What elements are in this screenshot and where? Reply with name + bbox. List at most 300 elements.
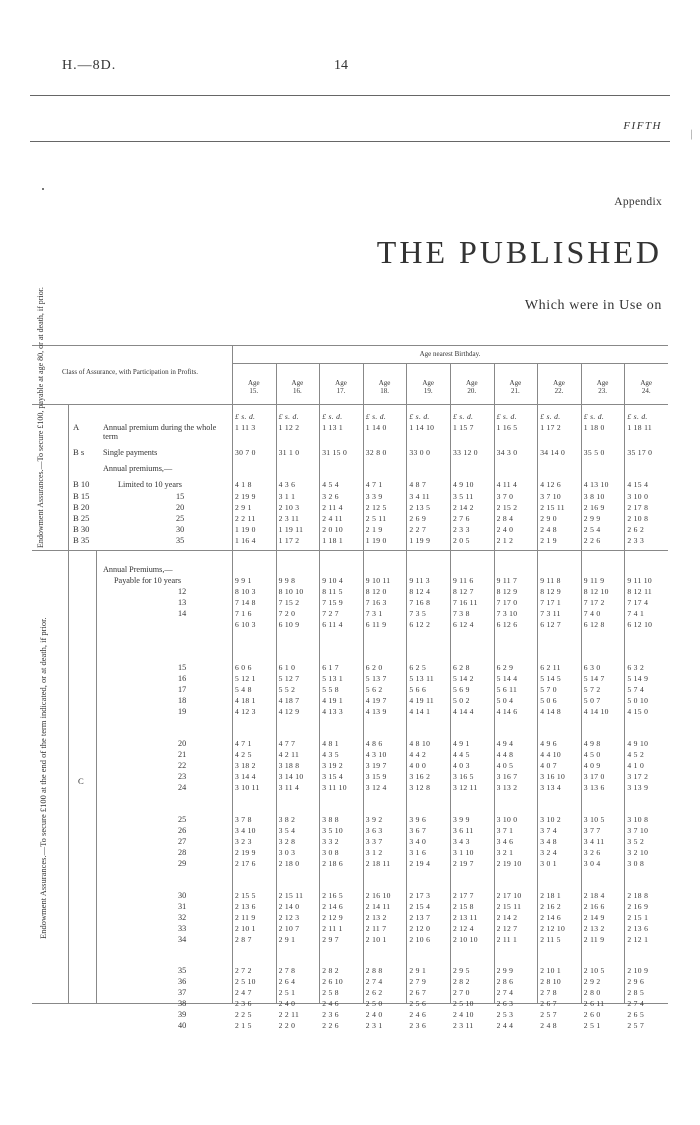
premium-value: 7 16 3 (365, 598, 387, 607)
premium-value: 34 3 0 (496, 448, 518, 457)
premium-value: 8 12 11 (627, 587, 652, 596)
premium-value: 3 14 4 (235, 772, 256, 781)
premium-value: 2 3 11 (278, 514, 300, 523)
premium-value: 2 12 0 (409, 924, 431, 933)
premium-value: 1 17 2 (278, 536, 300, 545)
premium-value: 3 11 10 (322, 783, 347, 792)
row-label: 30 (178, 891, 187, 900)
premium-value: 7 16 11 (453, 598, 478, 607)
premium-value: 2 15 4 (409, 902, 431, 911)
age-column-rule (363, 363, 364, 1003)
row-label: 24 (178, 783, 187, 792)
premium-value: 2 17 8 (627, 503, 649, 512)
premium-value: 7 14 8 (235, 598, 256, 607)
premium-value: 3 2 1 (496, 848, 514, 857)
premium-value: 2 19 7 (453, 859, 474, 868)
premium-value: 2 17 3 (409, 891, 431, 900)
row-label: 23 (178, 772, 187, 781)
premium-value: 2 11 9 (583, 935, 605, 944)
premium-value: 4 7 7 (278, 739, 296, 748)
premium-value: 2 8 4 (496, 514, 514, 523)
premium-value: 2 6 9 (409, 514, 427, 523)
lsd-heading: £ s. d. (322, 412, 343, 421)
age-column-header (537, 379, 581, 395)
premium-value: 3 2 6 (322, 492, 339, 501)
premium-value: 2 10 6 (409, 935, 431, 944)
premium-value: 2 14 0 (278, 902, 300, 911)
row-label: Limited to 10 years (118, 480, 182, 489)
appendix-label: Appendix (614, 196, 662, 208)
row-label: 12 (178, 587, 187, 596)
premium-value: 2 18 6 (322, 859, 343, 868)
premium-value: 2 13 11 (453, 913, 478, 922)
age-number: 16. (293, 387, 302, 395)
premium-value: 3 4 8 (540, 837, 557, 846)
premium-value: 3 13 2 (496, 783, 518, 792)
premium-value: 4 9 6 (540, 739, 557, 748)
premium-value: 4 8 1 (322, 739, 339, 748)
premium-value: 3 15 9 (365, 772, 387, 781)
premium-value: 4 5 4 (322, 480, 339, 489)
premium-value: 2 9 5 (453, 966, 470, 975)
premium-value: 4 12 6 (540, 480, 561, 489)
premium-value: 3 2 3 (235, 837, 252, 846)
premium-value: 3 0 8 (322, 848, 339, 857)
premium-value: 8 12 7 (453, 587, 474, 596)
premium-value: 2 2 11 (278, 1010, 300, 1019)
premium-value: 2 6 4 (278, 977, 296, 986)
premium-value: 3 1 6 (409, 848, 427, 857)
row-label: 17 (178, 685, 187, 694)
premium-value: 2 6 7 (540, 999, 557, 1008)
premium-value: 9 11 8 (540, 576, 561, 585)
premium-value: 2 5 4 (583, 525, 601, 534)
premium-value: 2 5 0 (365, 999, 383, 1008)
premium-value: 2 4 8 (540, 525, 557, 534)
premium-value: 35 5 0 (583, 448, 605, 457)
age-column-rule (581, 363, 582, 1003)
premium-value: 4 0 3 (453, 761, 470, 770)
premium-value: 1 19 11 (278, 525, 304, 534)
premium-value: 2 17 10 (496, 891, 522, 900)
premium-value: 7 17 0 (496, 598, 518, 607)
premium-value: 8 10 10 (278, 587, 304, 596)
side-column-rule (68, 404, 69, 1003)
age-column-header (624, 379, 668, 395)
age-word: Age (422, 379, 435, 387)
premium-value: 2 15 2 (496, 503, 518, 512)
premium-value: 5 0 4 (496, 696, 514, 705)
class-code: A (73, 422, 80, 432)
premium-value: 9 11 3 (409, 576, 430, 585)
premium-value: 3 8 2 (278, 815, 296, 824)
age-column-rule (624, 363, 625, 1003)
age-column-header (319, 379, 363, 395)
section-label: FIFTH (623, 120, 662, 132)
premium-value: 6 10 9 (278, 620, 300, 629)
premium-value: 3 13 4 (540, 783, 561, 792)
premium-value: 5 6 9 (453, 685, 470, 694)
premium-value: 3 18 8 (278, 761, 300, 770)
premium-value: 2 15 11 (278, 891, 304, 900)
premium-value: 2 6 0 (583, 1010, 601, 1019)
premium-value: 2 16 6 (583, 902, 605, 911)
premium-value: 7 16 8 (409, 598, 431, 607)
premium-value: 2 10 8 (627, 514, 649, 523)
premium-value: 6 1 0 (278, 663, 296, 672)
premium-value: 2 7 8 (278, 966, 296, 975)
annual-premiums-heading: Annual Premiums,— (103, 565, 173, 574)
premium-value: 5 14 2 (453, 674, 474, 683)
premium-value: 7 3 10 (496, 609, 518, 618)
premium-value: 3 5 2 (627, 837, 645, 846)
running-header-left: H.—8D. (62, 58, 117, 73)
premium-value: 2 9 6 (627, 977, 645, 986)
premium-value: 2 9 2 (583, 977, 601, 986)
age-word: Age (553, 379, 565, 387)
premium-value: 4 15 0 (627, 707, 649, 716)
premium-value: 2 18 0 (278, 859, 300, 868)
age-word: Age (291, 379, 304, 387)
premium-value: 6 10 3 (235, 620, 256, 629)
row-label: 19 (178, 707, 187, 716)
premium-value: 2 13 2 (365, 913, 387, 922)
premium-value: 8 12 4 (409, 587, 431, 596)
premium-value: 3 4 3 (453, 837, 470, 846)
premium-value: 3 17 2 (627, 772, 649, 781)
premium-value: 6 11 9 (365, 620, 387, 629)
premium-value: 2 11 9 (235, 913, 256, 922)
premium-value: 1 14 10 (409, 423, 435, 432)
premium-value: 2 16 2 (540, 902, 561, 911)
premium-value: 2 9 1 (409, 966, 427, 975)
class-code: B s (73, 447, 85, 457)
payable-label: Payable for 10 years (114, 576, 182, 585)
premium-value: 3 17 0 (583, 772, 605, 781)
premium-value: 2 19 9 (235, 848, 256, 857)
premium-value: 2 0 5 (453, 536, 470, 545)
premium-value: 2 14 9 (583, 913, 605, 922)
premium-value: 3 2 6 (583, 848, 601, 857)
row-label: 28 (178, 848, 187, 857)
premium-value: 4 14 8 (540, 707, 561, 716)
premium-value: 3 0 1 (540, 859, 557, 868)
row-label: 20 (176, 503, 185, 512)
row-label: 38 (178, 999, 187, 1008)
premium-value: 3 19 2 (322, 761, 343, 770)
premium-value: 2 3 6 (409, 1021, 427, 1030)
premium-value: 2 13 6 (235, 902, 256, 911)
row-label: Single payments (103, 448, 158, 457)
lsd-heading: £ s. d. (409, 412, 430, 421)
row-label: 36 (178, 977, 187, 986)
premium-value: 5 12 1 (235, 674, 256, 683)
premium-value: 3 18 2 (235, 761, 256, 770)
premium-value: 4 12 3 (235, 707, 256, 716)
premium-value: 4 0 7 (540, 761, 557, 770)
premium-value: 2 4 6 (409, 1010, 427, 1019)
premium-value: 6 12 4 (453, 620, 474, 629)
premium-value: 6 2 11 (540, 663, 561, 672)
premium-value: 2 19 9 (235, 492, 256, 501)
table-top-rule (32, 345, 668, 346)
premium-value: 4 14 10 (583, 707, 609, 716)
age-column-rule (450, 363, 451, 1003)
premium-value: 2 3 3 (453, 525, 470, 534)
premium-value: 1 16 5 (496, 423, 518, 432)
lsd-heading: £ s. d. (583, 412, 605, 421)
section1-side-label: Endowment Assurances.—To secure £100, payable at age 80, or at death, if prior. (36, 287, 45, 548)
premium-value: 2 17 7 (453, 891, 474, 900)
premium-value: 2 1 2 (496, 536, 514, 545)
age-column-header (494, 379, 538, 395)
premium-value: 5 12 7 (278, 674, 300, 683)
age-column-header (276, 379, 320, 395)
premium-value: 2 5 1 (278, 988, 296, 997)
premium-value: 3 12 11 (453, 783, 478, 792)
premium-value: 1 14 0 (365, 423, 387, 432)
premium-value: 3 8 10 (583, 492, 605, 501)
premium-value: 2 14 6 (322, 902, 343, 911)
class-column-rule (232, 345, 233, 1003)
premium-value: 2 9 1 (235, 503, 252, 512)
premium-value: 4 7 1 (235, 739, 252, 748)
premium-value: 6 3 2 (627, 663, 645, 672)
premium-value: 4 19 1 (322, 696, 343, 705)
premium-value: 2 11 4 (322, 503, 343, 512)
premium-value: 4 3 5 (322, 750, 339, 759)
premium-value: 5 14 7 (583, 674, 605, 683)
premium-value: 1 19 9 (409, 536, 431, 545)
premium-value: 2 10 5 (583, 966, 605, 975)
premium-value: 4 9 10 (627, 739, 649, 748)
class-code: B 20 (73, 502, 90, 512)
class-code: B 15 (73, 491, 90, 501)
premium-value: 3 12 4 (365, 783, 387, 792)
premium-value: 3 5 10 (322, 826, 343, 835)
premium-value: 5 6 6 (409, 685, 427, 694)
premium-value: 3 4 11 (583, 837, 605, 846)
row-label: 13 (178, 598, 187, 607)
premium-value: 7 3 1 (365, 609, 383, 618)
premium-value: 6 0 6 (235, 663, 252, 672)
row-label: 15 (178, 663, 187, 672)
premium-value: 2 6 2 (627, 525, 645, 534)
premium-value: 3 6 3 (365, 826, 383, 835)
age-word: Age (378, 379, 391, 387)
premium-value: 35 17 0 (627, 448, 653, 457)
premium-value: 3 9 6 (409, 815, 427, 824)
premium-value: 2 3 3 (627, 536, 645, 545)
lsd-heading: £ s. d. (453, 412, 474, 421)
premium-value: 33 0 0 (409, 448, 431, 457)
premium-value: 4 2 11 (278, 750, 300, 759)
premium-value: 7 17 2 (583, 598, 605, 607)
premium-value: 3 7 8 (235, 815, 252, 824)
premium-value: 2 3 6 (235, 999, 252, 1008)
premium-value: 8 12 0 (365, 587, 387, 596)
age-word: Age (596, 379, 609, 387)
lsd-heading: £ s. d. (278, 412, 299, 421)
premium-value: 3 7 7 (583, 826, 601, 835)
premium-value: 3 16 2 (409, 772, 431, 781)
premium-value: 5 13 7 (365, 674, 387, 683)
age-column-rule (276, 363, 277, 1003)
premium-value: 3 13 9 (627, 783, 649, 792)
header-bottom-rule (32, 404, 668, 405)
class-of-assurance-header: Class of Assurance, with Participation in Profits. (61, 368, 199, 376)
premium-value: 4 5 2 (627, 750, 645, 759)
premium-value: 5 5 8 (322, 685, 339, 694)
premium-value: 2 14 11 (365, 902, 391, 911)
age-column-rule (494, 363, 495, 1003)
class-code: B 25 (73, 513, 90, 523)
age-number: 19. (423, 387, 433, 395)
premium-value: 31 15 0 (322, 448, 348, 457)
premium-value: 3 16 10 (540, 772, 566, 781)
row-label: 35 (178, 966, 187, 975)
premium-value: 9 11 7 (496, 576, 518, 585)
premium-value: 1 16 4 (235, 536, 256, 545)
premium-value: 2 2 5 (235, 1010, 252, 1019)
section-divider-rule (32, 550, 668, 551)
premium-value: 3 5 4 (278, 826, 296, 835)
premium-value: 2 18 11 (365, 859, 391, 868)
premium-value: 4 4 8 (496, 750, 514, 759)
premium-value: 3 10 5 (583, 815, 605, 824)
premium-value: 2 6 11 (583, 999, 605, 1008)
premium-value: 9 11 9 (583, 576, 605, 585)
premium-value: 2 2 6 (583, 536, 601, 545)
row-label: 30 (176, 525, 185, 534)
premium-value: 2 11 1 (322, 924, 343, 933)
premium-value: 4 13 10 (583, 480, 609, 489)
premium-value: 4 13 9 (365, 707, 387, 716)
premium-value: 3 7 1 (496, 826, 514, 835)
premium-value: 4 13 3 (322, 707, 343, 716)
premium-value: 2 19 4 (409, 859, 431, 868)
premium-value: 1 12 2 (278, 423, 300, 432)
premium-value: 2 14 2 (496, 913, 518, 922)
premium-value: 7 15 2 (278, 598, 300, 607)
premium-value: 3 9 2 (365, 815, 383, 824)
premium-value: 1 13 1 (322, 423, 343, 432)
premium-value: 2 5 8 (322, 988, 339, 997)
premium-value: 4 9 10 (453, 480, 474, 489)
premium-value: 2 14 6 (540, 913, 561, 922)
row-label: 31 (178, 902, 187, 911)
premium-value: 2 6 2 (365, 988, 383, 997)
premium-value: 2 12 9 (322, 913, 343, 922)
premium-value: 3 2 4 (540, 848, 557, 857)
premium-value: 2 6 5 (627, 1010, 645, 1019)
premium-value: 2 16 5 (322, 891, 343, 900)
premium-value: 1 17 2 (540, 423, 561, 432)
premium-value: 4 0 5 (496, 761, 514, 770)
premium-value: 2 6 10 (322, 977, 343, 986)
premium-value: 34 14 0 (540, 448, 566, 457)
premium-value: 4 14 6 (496, 707, 518, 716)
class-code: B 30 (73, 524, 90, 534)
age-word: Age (465, 379, 478, 387)
premium-value: 3 16 5 (453, 772, 474, 781)
premium-value: 2 7 4 (496, 988, 514, 997)
premium-value: 2 7 8 (540, 988, 557, 997)
premium-value: 4 7 1 (365, 480, 383, 489)
row-label: 25 (176, 514, 185, 523)
premium-value: 3 7 10 (627, 826, 649, 835)
premium-value: 2 10 1 (540, 966, 561, 975)
row-label: 16 (178, 674, 187, 683)
premium-value: 7 2 7 (322, 609, 339, 618)
premium-value: 2 8 10 (540, 977, 561, 986)
premium-value: 6 3 0 (583, 663, 601, 672)
premium-value: 4 19 11 (409, 696, 434, 705)
premium-value: 2 4 10 (453, 1010, 474, 1019)
age-nearest-birthday-header: Age nearest Birthday. (419, 350, 481, 358)
premium-value: 7 4 0 (583, 609, 601, 618)
margin-mark: / (687, 127, 697, 144)
premium-value: 2 16 9 (583, 503, 605, 512)
age-number: 23. (598, 387, 607, 395)
premium-value: 9 9 8 (278, 576, 296, 585)
premium-value: 4 0 0 (409, 761, 427, 770)
premium-value: 3 11 4 (278, 783, 300, 792)
premium-value: 5 0 6 (540, 696, 557, 705)
premium-value: 2 15 11 (540, 503, 565, 512)
premium-value: 2 18 8 (627, 891, 649, 900)
premium-value: 4 18 1 (235, 696, 256, 705)
age-number: 20. (467, 387, 477, 395)
premium-value: 2 4 7 (235, 988, 252, 997)
premium-value: 7 3 11 (540, 609, 561, 618)
premium-value: 30 7 0 (235, 448, 256, 457)
premium-value: 2 12 5 (365, 503, 387, 512)
premium-value: 7 2 0 (278, 609, 296, 618)
premium-value: 5 14 4 (496, 674, 518, 683)
premium-value: 4 12 9 (278, 707, 300, 716)
premium-value: 2 12 3 (278, 913, 300, 922)
premium-value: 3 1 1 (278, 492, 296, 501)
premium-value: 7 3 5 (409, 609, 427, 618)
premium-value: 2 7 2 (235, 966, 252, 975)
premium-value: 5 0 10 (627, 696, 649, 705)
premium-value: 2 8 6 (496, 977, 514, 986)
premium-value: 2 11 5 (540, 935, 561, 944)
premium-value: 2 4 0 (365, 1010, 383, 1019)
premium-value: 2 12 10 (540, 924, 566, 933)
premium-value: 3 7 0 (496, 492, 514, 501)
age-number: 24. (641, 387, 651, 395)
premium-value: 2 8 2 (453, 977, 470, 986)
premium-value: 2 16 9 (627, 902, 649, 911)
premium-value: 2 0 10 (322, 525, 343, 534)
premium-value: 2 7 4 (627, 999, 645, 1008)
premium-value: 2 13 7 (409, 913, 431, 922)
premium-value: 6 12 8 (583, 620, 605, 629)
premium-value: 2 3 6 (322, 1010, 339, 1019)
premium-value: 4 8 7 (409, 480, 427, 489)
age-number: 21. (511, 387, 520, 395)
age-column-rule (319, 363, 320, 1003)
premium-value: 2 18 1 (540, 891, 561, 900)
premium-value: 3 5 11 (453, 492, 474, 501)
premium-value: 5 0 7 (583, 696, 601, 705)
premium-value: 9 10 4 (322, 576, 343, 585)
age-column-header (450, 379, 494, 395)
age-column-header (406, 379, 450, 395)
premium-value: 6 2 8 (453, 663, 470, 672)
